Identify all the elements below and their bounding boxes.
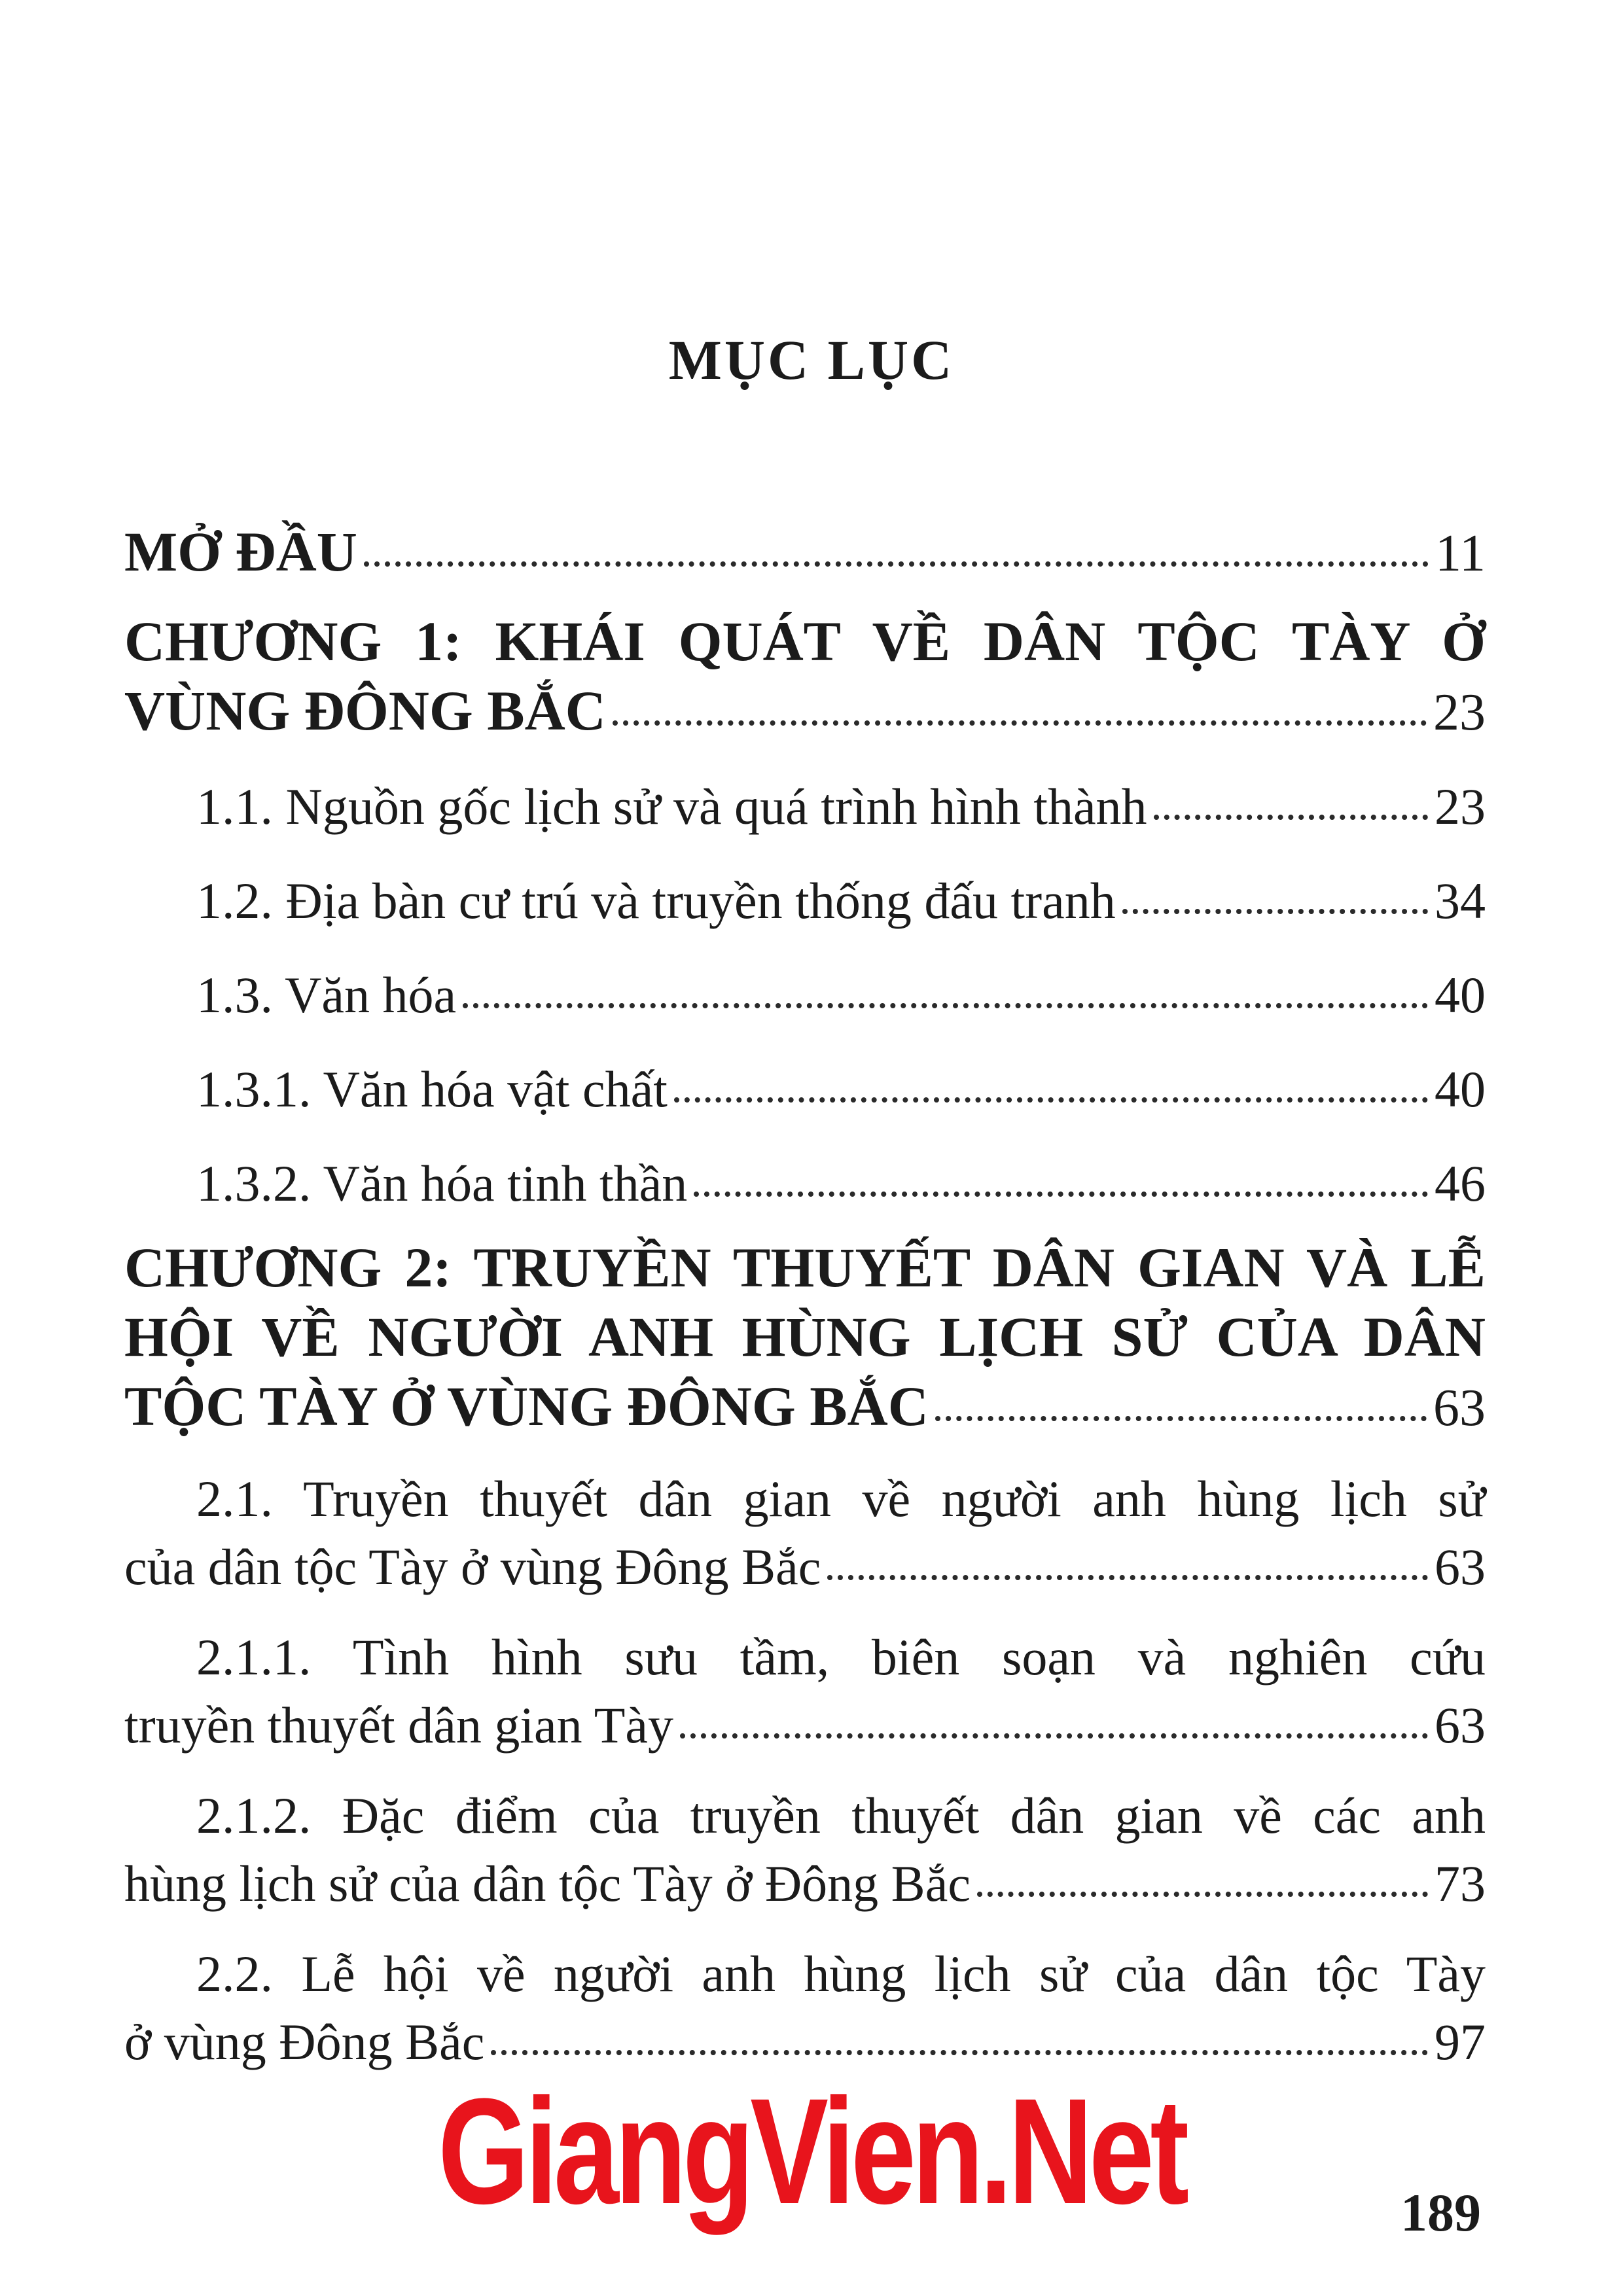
toc-entry-label: VÙNG ĐÔNG BẮC — [124, 679, 606, 742]
toc-entry-page: 40 — [1435, 966, 1486, 1023]
dot-leader — [491, 2050, 1428, 2055]
toc-entry-1-3-1[interactable] — [124, 1055, 1486, 1124]
toc-entry-2-1[interactable] — [124, 1465, 1486, 1601]
toc-entry-mo-dau[interactable] — [124, 517, 1486, 588]
toc-entry-label: hùng lịch sử của dân tộc Tày ở Đông Bắc — [124, 1855, 971, 1912]
toc-entry-page: 46 — [1435, 1155, 1486, 1212]
toc-entry-chuong-2[interactable] — [124, 1233, 1486, 1443]
toc-entry-page: 97 — [1435, 2013, 1486, 2070]
table-of-contents — [124, 517, 1486, 2076]
dot-leader — [613, 720, 1427, 726]
dot-leader — [694, 1192, 1428, 1197]
dot-leader — [935, 1416, 1427, 1421]
toc-entry-page: 34 — [1435, 872, 1486, 929]
dot-leader — [674, 1097, 1428, 1103]
toc-entry-label: 1.1. Nguồn gốc lịch sử và quá trình hình thành — [196, 778, 1147, 835]
toc-entry-2-1-2[interactable] — [124, 1782, 1486, 1918]
toc-entry-lead: 2.1.1. Tình hình sưu tầm, biên soạn và nghiên cứu — [196, 1629, 1486, 1686]
dot-leader — [463, 1003, 1428, 1008]
toc-entry-lead: 2.1. Truyền thuyết dân gian về người anh hùng lịch sử — [196, 1470, 1486, 1527]
page-title: MỤC LỤC — [668, 328, 955, 391]
toc-entry-label: MỞ ĐẦU — [124, 520, 357, 583]
dot-leader — [364, 561, 1429, 567]
toc-entry-label: của dân tộc Tày ở vùng Đông Bắc — [124, 1538, 821, 1595]
toc-entry-lead: CHƯƠNG 2: TRUYỀN THUYẾT DÂN GIAN VÀ LỄ — [124, 1236, 1486, 1299]
toc-entry-page: 73 — [1435, 1855, 1486, 1912]
dot-leader — [1122, 909, 1428, 914]
toc-entry-page: 40 — [1435, 1061, 1486, 1118]
toc-entry-label: ở vùng Đông Bắc — [124, 2013, 485, 2070]
dot-leader — [827, 1575, 1428, 1580]
toc-entry-1-3-2[interactable] — [124, 1149, 1486, 1218]
toc-entry-page: 63 — [1435, 1538, 1486, 1595]
toc-entry-page: 23 — [1435, 778, 1486, 835]
toc-entry-1-2[interactable] — [124, 866, 1486, 936]
toc-entry-label: 1.2. Địa bàn cư trú và truyền thống đấu tranh — [196, 872, 1116, 929]
dot-leader — [680, 1733, 1428, 1739]
toc-entry-label: 1.3.1. Văn hóa vật chất — [196, 1061, 668, 1118]
toc-entry-lead: CHƯƠNG 1: KHÁI QUÁT VỀ DÂN TỘC TÀY Ở — [124, 610, 1486, 673]
toc-entry-lead: 2.1.2. Đặc điểm của truyền thuyết dân gian về các anh — [196, 1787, 1486, 1844]
toc-entry-lead: HỘI VỀ NGƯỜI ANH HÙNG LỊCH SỬ CỦA DÂN — [124, 1305, 1486, 1368]
toc-entry-2-2[interactable] — [124, 1940, 1486, 2076]
toc-entry-page: 63 — [1435, 1697, 1486, 1754]
watermark-logo: GiangVien.Net — [438, 2067, 1185, 2235]
dot-leader — [977, 1892, 1428, 1897]
toc-entry-page: 23 — [1433, 684, 1486, 741]
toc-entry-lead: 2.2. Lễ hội về người anh hùng lịch sử của dân tộc Tày — [196, 1945, 1486, 2002]
toc-entry-label: 1.3. Văn hóa — [196, 966, 457, 1023]
toc-entry-page: 11 — [1435, 525, 1486, 582]
toc-entry-label: 1.3.2. Văn hóa tinh thần — [196, 1155, 688, 1212]
toc-entry-label: TỘC TÀY Ở VÙNG ĐÔNG BẮC — [124, 1375, 929, 1438]
page-number: 189 — [1400, 2183, 1481, 2242]
toc-entry-1-3[interactable] — [124, 961, 1486, 1030]
toc-entry-2-1-1[interactable] — [124, 1623, 1486, 1759]
toc-entry-1-1[interactable] — [124, 772, 1486, 841]
dot-leader — [1154, 815, 1428, 820]
toc-entry-chuong-1[interactable] — [124, 607, 1486, 747]
toc-entry-label: truyền thuyết dân gian Tày — [124, 1697, 673, 1754]
toc-entry-page: 63 — [1433, 1379, 1486, 1437]
